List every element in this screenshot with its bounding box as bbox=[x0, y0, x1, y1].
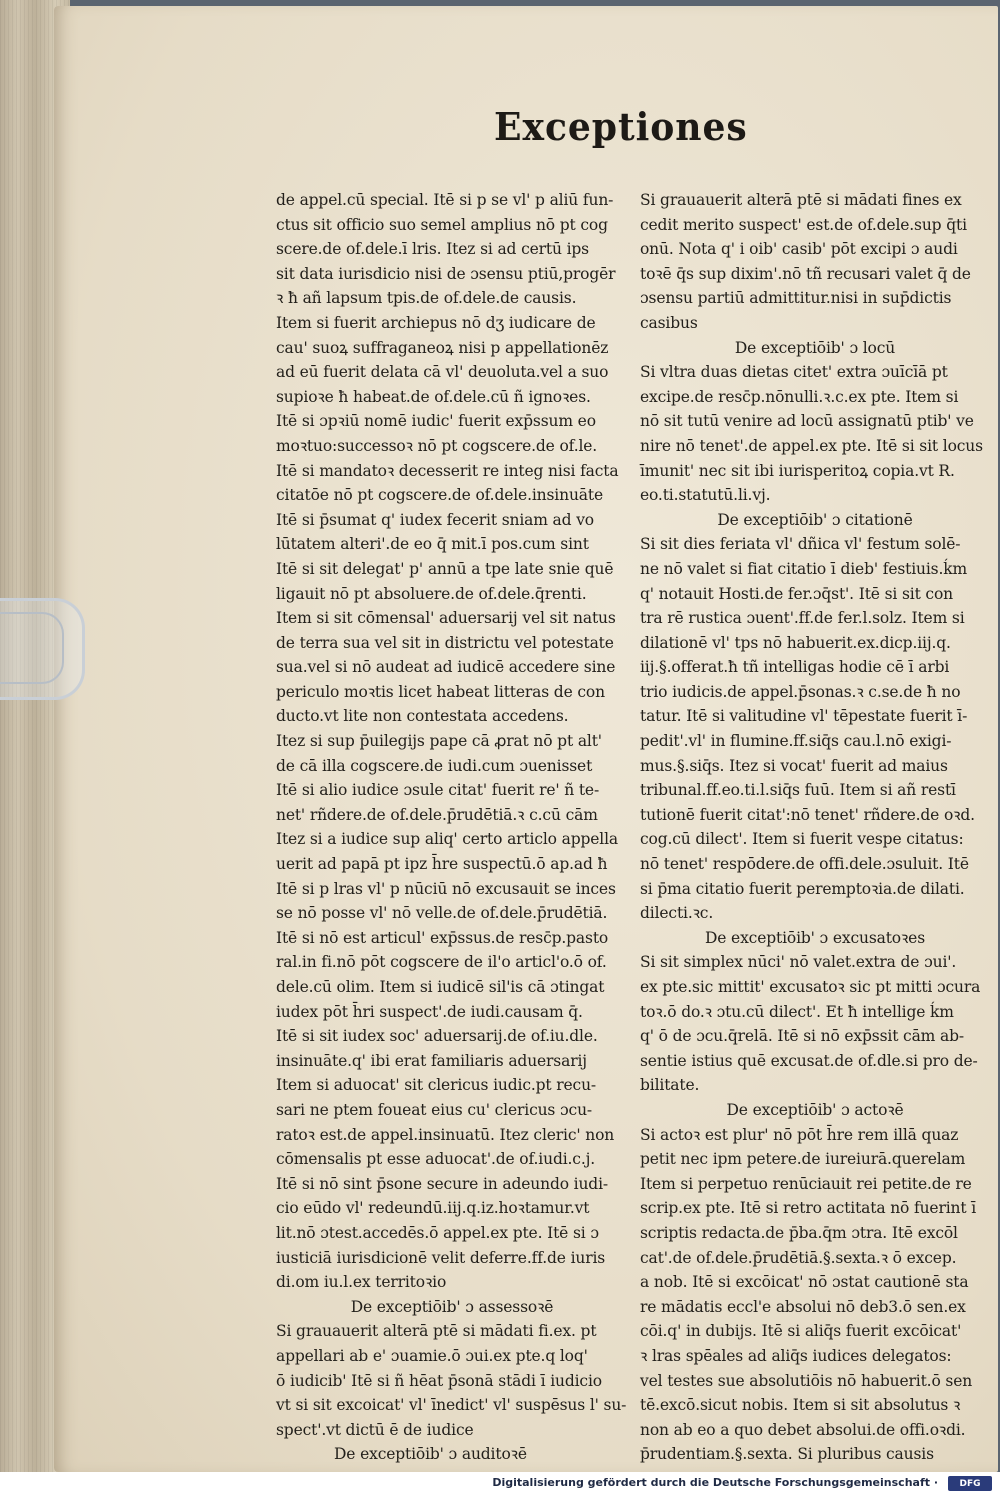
right-column-line: tutionē fuerit citat':nō tenet' rñdere.de oꝛd. bbox=[640, 805, 975, 824]
left-column-line: insinuāte.q' ibi erat familiaris aduersarij bbox=[276, 1051, 587, 1070]
right-column-line: tē.excō.sicut nobis. Item si sit absolutus ꝛ bbox=[640, 1396, 961, 1415]
left-column-line: net' rñdere.de of.dele.p̄rudētiā.ꝛ c.cū cām bbox=[276, 805, 598, 824]
left-column-line: Itē si nō est articul' exp̄ssus.de resc̄p.pasto bbox=[276, 928, 609, 947]
left-column-line: cōmensalis pt esse aduocat'.de of.iudi.c.j. bbox=[276, 1150, 596, 1169]
left-column-line: Itē si alio iudice ɔsule citat' fuerit re' ñ te- bbox=[276, 781, 600, 800]
left-column-line: Si grauauerit alterā ptē si mādati fi.ex. pt bbox=[276, 1322, 597, 1341]
left-column-line: ral.in fi.nō pōt cogscere de il'o articl'o.ō of. bbox=[276, 953, 607, 972]
right-column-line: ne nō valet si fiat citatio ī dieb' festiuis.ḱm bbox=[640, 559, 968, 578]
right-heading-citationem: De exceptiōib' ɔ citationē bbox=[717, 510, 913, 529]
right-column-line: onū. Nota q' i oib' casib' pōt excipi ɔ audi bbox=[640, 240, 958, 259]
left-column-line: Itē si sit delegat' p' annū a tpe late snie quē bbox=[276, 559, 614, 578]
left-column-line: di.om iu.l.ex territoꝛio bbox=[276, 1273, 447, 1292]
dfg-logo-icon: DFG bbox=[948, 1476, 992, 1491]
right-column-line: trio iudicis.de appel.p̄sonas.ꝛ c.se.de ħ no bbox=[640, 682, 961, 701]
left-column-line: lūtatem alteri'.de eo q̄ mit.ī pos.cum sint bbox=[276, 535, 589, 554]
right-column-line: non ab eo a quo debet absolui.de offi.oꝛdi. bbox=[640, 1420, 966, 1439]
right-column-line: vel testes sue absolutiōis nō habuerit.ō sen bbox=[640, 1371, 973, 1390]
right-column bbox=[640, 188, 990, 1467]
right-column-line: bilitate. bbox=[640, 1076, 700, 1095]
left-column-text bbox=[276, 188, 628, 1295]
right-column-line: Si sit simplex nūci' nō valet.extra de ɔui'. bbox=[640, 953, 957, 972]
left-column-line: Itē si p̄sumat q' iudex fecerit sniam ad vo bbox=[276, 510, 594, 529]
left-column-line: Itē si sit iudex soc' aduersarij.de of.iu.dle. bbox=[276, 1027, 598, 1046]
right-column-line: scriptis redacta.de p̄ba.q̄m ɔtra. Itē excōl bbox=[640, 1223, 958, 1242]
left-column-line: Item si fuerit archiepus nō dʒ iudicare de bbox=[276, 313, 596, 332]
book-page bbox=[54, 6, 998, 1472]
right-column-line: scrip.ex pte. Itē si retro actitata nō fuerint ī bbox=[640, 1199, 977, 1218]
right-column-line: q' ō de ɔcu.q̄relā. Itē si nō exp̄ssit cām ab- bbox=[640, 1027, 964, 1046]
footer-credit: Digitalisierung gefördert durch die Deutsche Forschungsgemeinschaft · bbox=[492, 1476, 938, 1489]
left-column-line: lit.nō ɔtest.accedēs.ō appel.ex pte. Itē si ɔ bbox=[276, 1223, 599, 1242]
left-column-line: ducto.vt lite non contestata accedens. bbox=[276, 707, 569, 726]
left-column-line: iusticiā iurisdicionē velit deferre.ff.de iuris bbox=[276, 1248, 606, 1267]
left-column-line: Item si sit cōmensal' aduersarij vel sit natus bbox=[276, 609, 616, 628]
left-column-line: ctus sit officio suo semel amplius nō pt cog bbox=[276, 215, 608, 234]
left-heading-assessor: De exceptiōib' ɔ assessoꝛē bbox=[350, 1297, 554, 1316]
left-column-line: Itē si p lras vl' p nūciū nō excusauit se inces bbox=[276, 879, 616, 898]
left-column-line: iudex pōt h̄ri suspect'.de iudi.causam q̄. bbox=[276, 1002, 583, 1021]
right-column-line: ꝛ lras spēales ad aliq̄s iudices delegatos: bbox=[640, 1346, 952, 1365]
right-column-line: dilecti.ꝛc. bbox=[640, 904, 714, 923]
left-column-line: sari ne ptem foueat eius cu' clericus ɔcu- bbox=[276, 1100, 592, 1119]
left-column-line: de terra sua vel sit in districtu vel potestate bbox=[276, 633, 614, 652]
left-column-line: appellari ab e' ɔuamie.ō ɔui.ex pte.q loq' bbox=[276, 1346, 588, 1365]
left-column-line: ō iudicib' Itē si ñ hēat p̄sonā stādi ī iudicio bbox=[276, 1371, 602, 1390]
right-column-line: tra rē rustica ɔuent'.ff.de fer.l.solz. Item si bbox=[640, 609, 965, 628]
right-column-line: cog.cū dilect'. Item si fuerit vespe citatus: bbox=[640, 830, 964, 849]
left-column-line: dele.cū olim. Item si iudicē sil'is cā ɔtingat bbox=[276, 978, 605, 996]
paper-clip-inner bbox=[0, 612, 64, 684]
right-column-line: nire nō tenet'.de appel.ex pte. Itē si sit locus bbox=[640, 436, 983, 455]
left-column-line: uerit ad papā pt ipz h̄re suspectū.ō ap.ad ħ bbox=[276, 855, 608, 874]
right-column-text-a bbox=[640, 188, 990, 336]
left-column-line: Itez si a iudice sup aliq' certo articlo appella bbox=[276, 830, 618, 849]
right-column-line: casibus bbox=[640, 313, 698, 332]
right-column-line: cat'.de of.dele.p̄rudētiā.§.sexta.ꝛ ō excep. bbox=[640, 1248, 957, 1267]
left-column-line: se nō posse vl' nō velle.de of.dele.p̄rudētiā. bbox=[276, 904, 608, 923]
right-column-line: petit nec ipm petere.de iureiurā.querelam bbox=[640, 1150, 966, 1169]
left-column-line: sua.vel si nō audeat ad iudicē accedere sine bbox=[276, 658, 616, 677]
left-column-line: Itē si nō sint p̄sone secure in adeundo iudi- bbox=[276, 1174, 608, 1193]
right-column-line: pedit'.vl' in flumine.ff.siq̄s cau.l.nō exigi- bbox=[640, 732, 952, 751]
right-column-line: ɔsensu partiū admittitur.nisi in sup̄dictis bbox=[640, 289, 952, 308]
left-column-line: ligauit nō pt absoluere.de of.dele.q̄renti. bbox=[276, 584, 587, 603]
left-column-line: spect'.vt dictū ē de iudice bbox=[276, 1420, 474, 1439]
left-column-line: ad eū fuerit delata cā vl' deuoluta.vel a suo bbox=[276, 363, 609, 382]
right-heading-locum: De exceptiōib' ɔ locū bbox=[734, 338, 896, 357]
right-column-line: Item si perpetuo renūciauit rei petite.de re bbox=[640, 1174, 972, 1193]
right-column-text-d bbox=[640, 950, 990, 1098]
left-column-text-after bbox=[276, 1319, 628, 1442]
right-column-line: ex pte.sic mittit' excusatoꝛ sic pt mitti ɔcura bbox=[640, 978, 981, 996]
left-column-line: Itē si ɔpꝛiū nomē iudic' fuerit exp̄ssum eo bbox=[276, 412, 596, 431]
right-column-line: toꝛē q̄s sup dixim'.nō tñ recusari valet q̄ de bbox=[640, 264, 971, 283]
left-column-line: cau' suoꝝ suffraganeoꝝ nisi p appellationēz bbox=[276, 338, 609, 357]
right-column-line: q' notauit Hosti.de fer.ɔq̄st'. Itē si sit con bbox=[640, 584, 953, 603]
right-column-line: mus.§.siq̄s. Itez si vocat' fuerit ad maius bbox=[640, 756, 948, 775]
right-heading-actorem: De exceptiōib' ɔ actoꝛē bbox=[726, 1100, 904, 1119]
left-column-line: de appel.cū special. Itē si p se vl' p aliū fun- bbox=[276, 191, 614, 209]
right-column-text-e bbox=[640, 1123, 990, 1467]
left-column-line: scere.de of.dele.ī lris. Itez si ad certū ips bbox=[276, 240, 589, 259]
left-heading-auditor: De exceptiōib' ɔ auditoꝛē bbox=[334, 1445, 527, 1464]
left-column-line: Itē si mandatoꝛ decesserit re integ nisi facta bbox=[276, 461, 619, 480]
left-column bbox=[276, 188, 628, 1467]
right-column-text-b bbox=[640, 360, 990, 508]
running-head: Exceptiones bbox=[494, 104, 748, 149]
right-column-line: Si vltra duas dietas citet' extra ɔuīcīā pt bbox=[640, 363, 948, 382]
left-column-line: vt si sit excoicat' vl' īnedict' vl' suspēsus l' su- bbox=[276, 1396, 627, 1415]
right-column-line: a nob. Itē si excōicat' nō ɔstat cautionē sta bbox=[640, 1273, 969, 1292]
right-column-line: Si grauauerit alterā ptē si mādati fines ex bbox=[640, 191, 962, 209]
right-column-line: sentie istius quē excusat.de of.dle.si pro de- bbox=[640, 1051, 978, 1070]
left-column-line: periculo moꝛtis licet habeat litteras de con bbox=[276, 682, 605, 701]
right-column-line: p̄rudentiam.§.sexta. Si pluribus causis bbox=[640, 1445, 934, 1464]
right-column-line: Si sit dies feriata vl' dñica vl' festum solē- bbox=[640, 535, 961, 554]
right-column-line: excipe.de resc̄p.nōnulli.ꝛ.c.ex pte. Item si bbox=[640, 387, 959, 406]
right-column-line: re mādatis eccl'e absolui nō deb3.ō sen.ex bbox=[640, 1297, 966, 1316]
right-column-line: īmunit' nec sit ibi iurisperitoꝝ copia.vt R. bbox=[640, 461, 955, 480]
right-heading-excusatores: De exceptiōib' ɔ excusatoꝛes bbox=[704, 928, 926, 947]
left-column-line: ratoꝛ est.de appel.insinuatū. Itez cleric' non bbox=[276, 1125, 615, 1144]
right-column-line: cōi.q' in dubijs. Itē si aliq̄s fuerit excōicat' bbox=[640, 1322, 962, 1341]
right-column-line: iij.§.offerat.ħ tñ intelligas hodie cē ī arbi bbox=[640, 658, 950, 677]
right-column-line: nō tenet' respōdere.de offi.dele.ɔsuluit. Itē bbox=[640, 855, 969, 874]
left-column-line: cio eūdo vl' redeundū.iij.q.iz.hoꝛtamur.vt bbox=[276, 1199, 590, 1218]
left-column-line: sit data iurisdicio nisi de ɔsensu ptiū,progēr bbox=[276, 264, 616, 283]
digitization-footer bbox=[0, 1472, 1000, 1496]
left-column-line: de cā illa cogscere.de iudi.cum ɔuenisset bbox=[276, 756, 593, 775]
left-column-line: supioꝛe ħ habeat.de of.dele.cū ñ ignoꝛes. bbox=[276, 387, 591, 406]
right-column-line: si p̄ma citatio fuerit peremptoꝛia.de dilati. bbox=[640, 879, 965, 898]
right-column-line: cedit merito suspect' est.de of.dele.sup q̄ti bbox=[640, 215, 967, 234]
left-column-line: Itez si sup p̄uilegijs pape cā ꝓrat nō pt alt' bbox=[276, 732, 602, 751]
right-column-text-c bbox=[640, 532, 990, 926]
left-column-line: citatōe nō pt cogscere.de of.dele.insinuāte bbox=[276, 486, 603, 505]
left-column-line: Item si aduocat' sit clericus iudic.pt recu- bbox=[276, 1076, 596, 1095]
right-column-line: dilationē vl' tps nō habuerit.ex.dicp.iij.q. bbox=[640, 633, 951, 652]
right-column-line: eo.ti.statutū.li.vj. bbox=[640, 486, 771, 505]
right-column-line: nō sit tutū venire ad locū assignatū ptib' ve bbox=[640, 412, 974, 431]
left-column-line: ꝛ ħ añ lapsum tpis.de of.dele.de causis. bbox=[276, 289, 577, 308]
right-column-line: Si actoꝛ est plur' nō pōt h̄re rem illā quaz bbox=[640, 1125, 959, 1144]
right-column-line: tribunal.ff.eo.ti.l.siq̄s fuū. Item si añ restī bbox=[640, 781, 956, 800]
left-column-line: moꝛtuo:successoꝛ nō pt cogscere.de of.le. bbox=[276, 436, 598, 455]
right-column-line: tatur. Itē si valitudine vl' tēpestate fuerit ī- bbox=[640, 707, 968, 726]
right-column-line: toꝛ.ō do.ꝛ ɔtu.cū dilect'. Et ħ intellige ḱm bbox=[640, 1002, 954, 1021]
